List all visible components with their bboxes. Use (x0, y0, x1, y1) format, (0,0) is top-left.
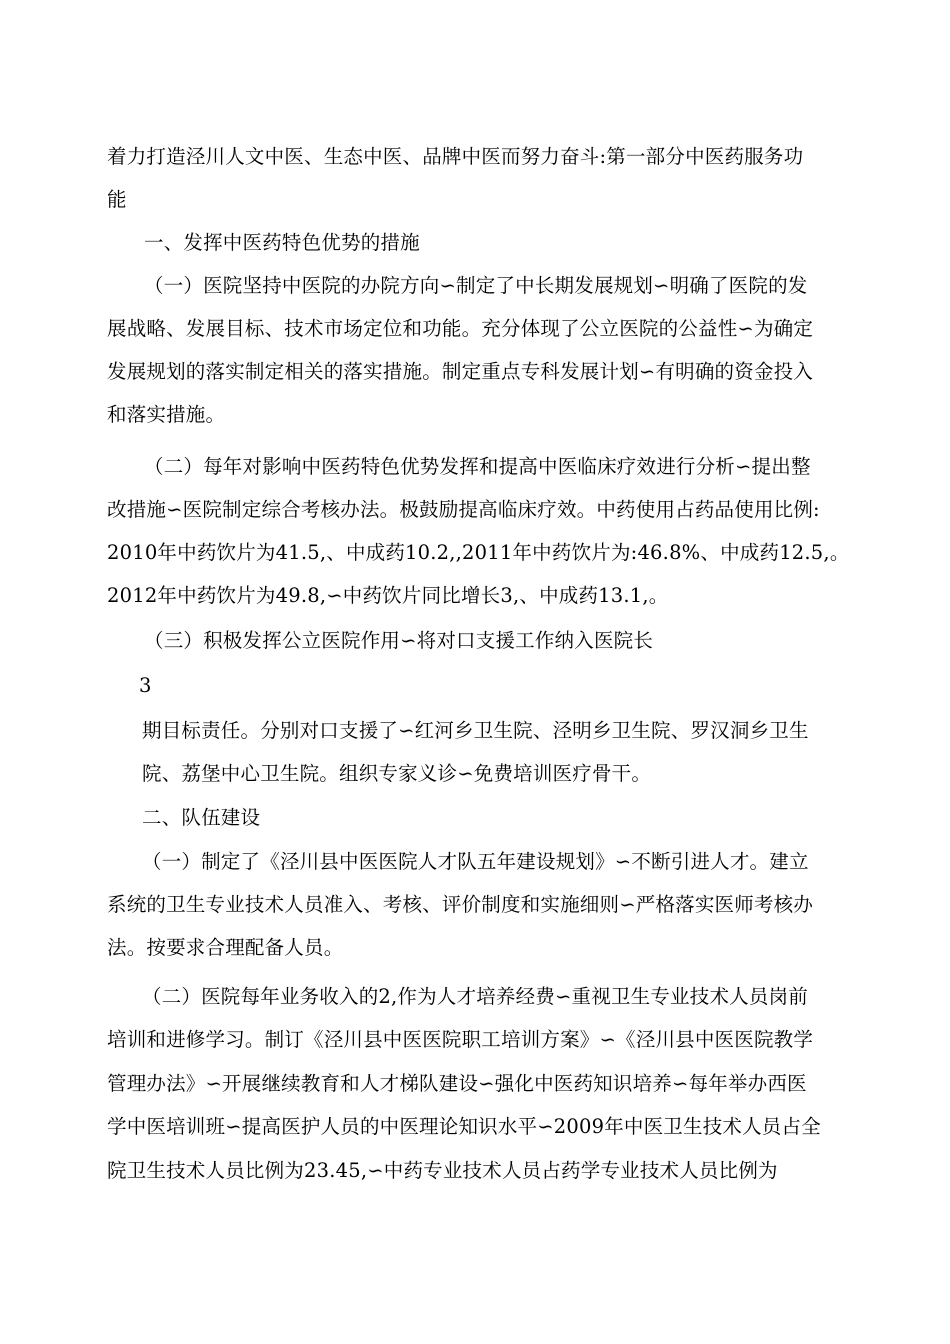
text-line: 着力打造泾川人文中医、生态中医、品牌中医而努力奋斗:第一部分中医药服务功 (107, 145, 804, 168)
text-line: 期目标责任。分别对口支援了∽红河乡卫生院、泾明乡卫生院、罗汉洞乡卫生 (142, 719, 809, 742)
text-line: 管理办法》∽开展继续教育和人才梯队建设∽强化中医药知识培养∽每年举办西医 (107, 1072, 807, 1095)
text-line: 院、荔堡中心卫生院。组织专家义诊∽免费培训医疗骨干。 (142, 762, 652, 785)
text-line: 系统的卫生专业技术人员准入、考核、评价制度和实施细则∽严格落实医师考核办 (107, 893, 814, 916)
text-line: 改措施∽医院制定综合考核办法。极鼓励提高临床疗效。中药使用占药品使用比例: (107, 498, 820, 521)
text-line: （二）每年对影响中医药特色优势发挥和提高中医临床疗效进行分析∽提出整 (144, 455, 811, 478)
text-line: 培训和进修学习。制订《泾川县中医医院职工培训方案》∽《泾川县中医医院教学 (107, 1028, 814, 1051)
text-line: 法。按要求合理配备人员。 (107, 936, 344, 959)
text-line: 院卫生技术人员比例为23.45,∽中药专业技术人员占药学专业技术人员比例为 (107, 1159, 778, 1182)
text-line: 2012年中药饮片为49.8,∽中药饮片同比增长3,、中成药13.1,。 (107, 584, 669, 607)
text-line: （一）制定了《泾川县中医医院人才队五年建设规划》∽不断引进人才。建立 (142, 850, 809, 873)
text-line: 能 (107, 188, 127, 211)
text-line: 2010年中药饮片为41.5,、中成药10.2,,2011年中药饮片为:46.8%、中成药12.5,。 (107, 541, 850, 564)
text-line: 学中医培训班∽提高医护人员的中医理论知识水平∽2009年中医卫生技术人员占全 (107, 1115, 821, 1138)
section-heading: 一、发挥中医药特色优势的措施 (144, 231, 420, 254)
text-line: （一）医院坚持中医院的办院方向∽制定了中长期发展规划∽明确了医院的发 (144, 274, 808, 297)
text-line: 和落实措施。 (107, 403, 226, 426)
section-heading: 二、队伍建设 (142, 806, 261, 829)
text-line: （三）积极发挥公立医院作用∽将对口支援工作纳入医院长 (144, 629, 654, 652)
text-line: 展战略、发展目标、技术市场定位和功能。充分体现了公立医院的公益性∽为确定 (107, 317, 814, 340)
text-line: 发展规划的落实制定相关的落实措施。制定重点专科发展计划∽有明确的资金投入 (107, 360, 814, 383)
text-line: （二）医院每年业务收入的2,作为人才培养经费∽重视卫生专业技术人员岗前 (142, 985, 808, 1008)
page-number: 3 (139, 674, 152, 697)
